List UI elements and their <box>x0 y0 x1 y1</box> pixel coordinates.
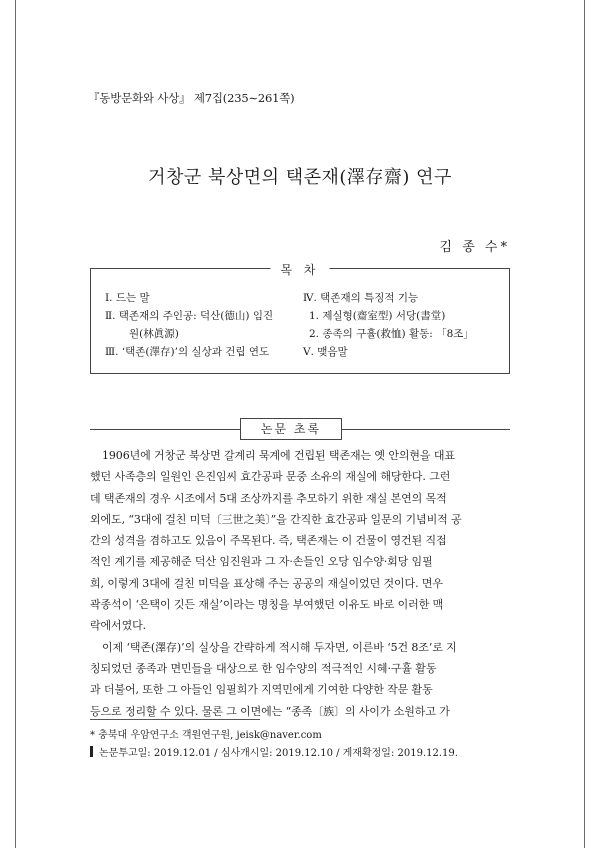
abstract-line: 칭되었던 종족과 면민들을 대상으로 한 임수양의 적극적인 시혜·구휼 활동 <box>90 661 437 675</box>
toc-subitem: 2. 종족의 구휼(救恤) 활동: 「8조」 <box>309 328 474 340</box>
abstract-line: 과 더불어, 또한 그 아들인 임필희가 지역민에게 기여한 다양한 작문 활동 <box>90 683 433 697</box>
toc-subitem: 1. 제실형(齋室型) 서당(書堂) <box>309 310 446 322</box>
abstract-body <box>90 445 510 722</box>
toc-left-column <box>105 289 273 361</box>
toc-heading: 목 차 <box>271 261 330 278</box>
abstract-line: 했던 사족층의 일원인 은진임씨 효간공파 문중 소유의 재실에 해당한다. 그런 <box>90 470 451 484</box>
footnote-dates-row <box>90 745 458 763</box>
toc-item: Ⅴ. 맺음말 <box>303 346 348 358</box>
abstract-line: 1906년에 거창군 북상면 갈계리 묵계에 건립된 택존재는 옛 안의현을 대표 <box>102 449 455 462</box>
abstract-line: 등으로 정리할 수 있다. 물론 그 이면에는 “종족〔族〕의 사이가 소원하고 가 <box>90 704 450 718</box>
toc-item: Ⅱ. 택존재의 주인공: 덕산(德山) 임진 <box>105 310 274 322</box>
journal-reference: 『동방문화와 사상』 제7집(235∼261쪽) <box>88 91 295 105</box>
abstract-line: 간의 성격을 겸하고도 있음이 주목된다. 즉, 택존재는 이 건물이 영건된 직접 <box>90 534 447 548</box>
abstract-line: 외에도, “3대에 걸친 미덕〔三世之美〕”을 간직한 효간공파 일문의 기념비적 공 <box>90 512 462 526</box>
abstract-line: 데 택존재의 경우 시조에서 5대 조상까지를 추모하기 위한 재실 본연의 목적 <box>90 491 447 505</box>
paper-title: 거창군 북상면의 택존재(澤存齋) 연구 <box>148 167 452 188</box>
abstract-line: 이제 ‘택존(澤存)’의 실상을 간략하게 적시해 두자면, 이른바 ‘5건 8조’로 지 <box>102 640 457 654</box>
toc-item: Ⅰ. 드는 말 <box>105 292 150 304</box>
footnote-affiliation: * 충북대 우암연구소 객원연구원, jeisk@naver.com <box>90 730 322 741</box>
abstract-line: 락에서였다. <box>90 619 147 633</box>
toc-right-column <box>303 289 474 361</box>
footnote-rule <box>90 719 260 720</box>
table-of-contents <box>90 263 510 374</box>
toc-item: Ⅳ. 택존재의 특징적 기능 <box>303 292 419 304</box>
author-name: 김 종 수* <box>439 240 510 255</box>
toc-item-continuation: 원(林眞源) <box>129 328 179 340</box>
toc-item: Ⅲ. ‘택존(澤存)’의 실상과 건립 연도 <box>105 346 270 358</box>
footnote-bar-icon <box>90 746 93 757</box>
abstract-header <box>90 422 510 436</box>
footnotes <box>90 727 458 763</box>
footnote-dates: 논문투고일: 2019.12.01 / 심사개시일: 2019.12.10 / 게재확정일: 2019.12.19. <box>99 748 458 759</box>
abstract-line: 곽종석이 ‘은택이 깃든 재실’이라는 명칭을 부여했던 이유도 바로 이러한 맥 <box>90 598 444 612</box>
abstract-line: 희, 이렇게 3대에 걸친 미덕을 표상해 주는 공공의 재실이었던 것이다. 면우 <box>90 576 443 590</box>
abstract-line: 적인 계기를 제공해준 덕산 임진원과 그 자·손들인 오당 임수양·회당 임필 <box>90 555 433 569</box>
abstract-heading: 논문 초록 <box>240 418 342 440</box>
